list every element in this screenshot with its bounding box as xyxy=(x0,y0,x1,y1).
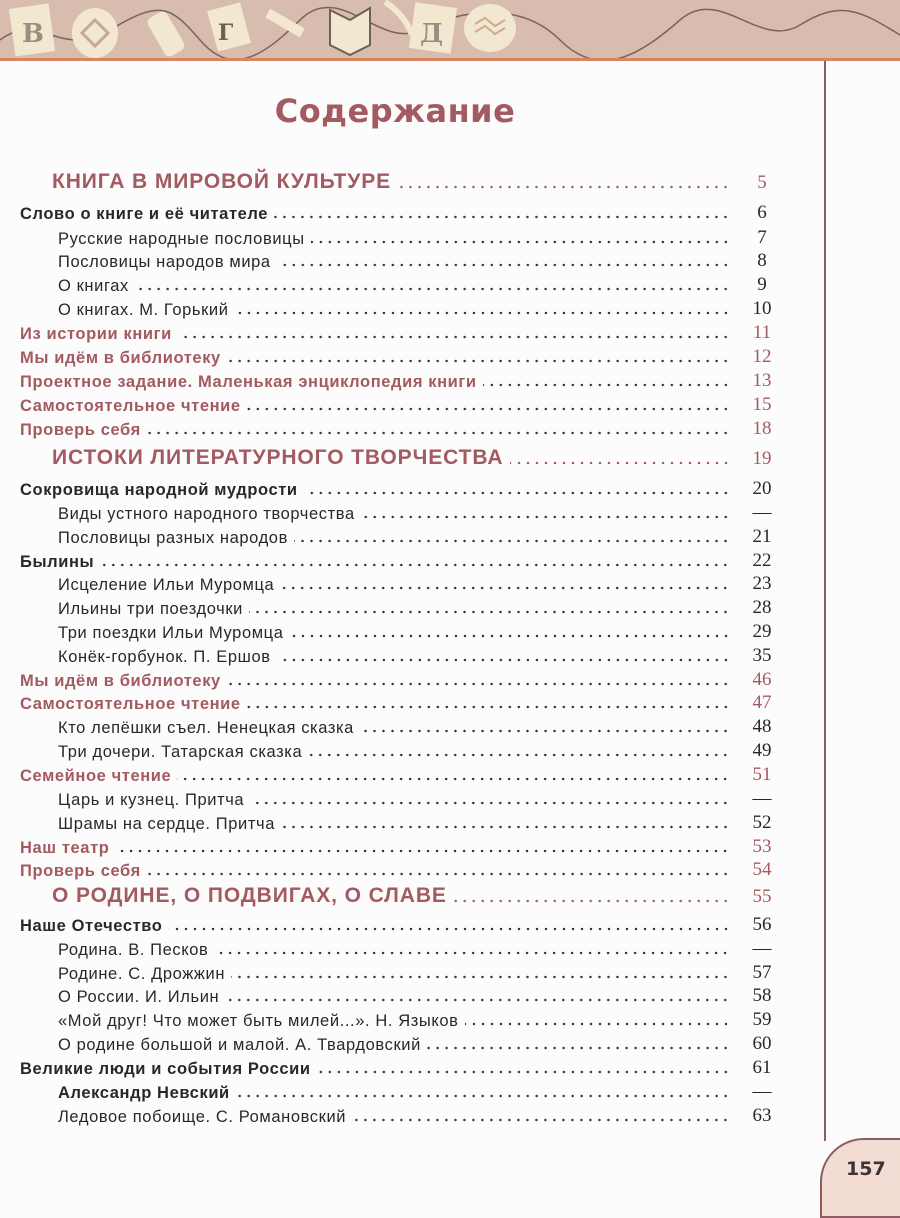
toc-entry-title: Русские народные пословицы xyxy=(58,230,305,248)
svg-text:В: В xyxy=(22,19,44,49)
toc-entry-title: О России. И. Ильин xyxy=(58,988,220,1006)
dot-leader xyxy=(280,586,730,590)
dot-leader xyxy=(290,634,730,638)
dot-leader xyxy=(231,975,730,979)
toc-entry-title: Самостоятельное чтение xyxy=(20,695,241,713)
toc-entry xyxy=(20,446,780,470)
quill-icon xyxy=(385,2,412,35)
toc-entry-page: — xyxy=(752,1081,772,1102)
toc-entry-page: 11 xyxy=(752,322,772,343)
toc-entry-title: Мы идём в библиотеку xyxy=(20,349,221,367)
toc-entry-title: Ледовое побоище. С. Романовский xyxy=(58,1108,347,1126)
toc-entry-title: ИСТОКИ ЛИТЕРАТУРНОГО ТВОРЧЕСТВА xyxy=(52,446,504,469)
toc-entry xyxy=(20,571,780,595)
dot-leader xyxy=(100,563,730,567)
dot-leader xyxy=(465,1022,730,1026)
toc-entry-title: Мы идём в библиотеку xyxy=(20,672,221,690)
toc-entry-page: 15 xyxy=(752,394,772,415)
dot-leader xyxy=(249,610,730,614)
toc-entry xyxy=(20,884,780,908)
toc-entry-page: 21 xyxy=(752,526,772,547)
toc-entry-page: 9 xyxy=(757,274,767,295)
dot-leader xyxy=(178,335,730,339)
dot-leader xyxy=(274,215,730,219)
toc-entry-title: Самостоятельное чтение xyxy=(20,397,241,415)
toc-entry xyxy=(20,643,780,667)
toc-entry xyxy=(20,810,780,834)
toc-entry-title: Кто лепёшки съел. Ненецкая сказка xyxy=(58,719,354,737)
toc-entry-title: Конёк-горбунок. П. Ершов xyxy=(58,648,271,666)
toc-entry-page: 23 xyxy=(752,573,772,594)
toc-entry-title: Проверь себя xyxy=(20,862,141,880)
toc-entry-page: 20 xyxy=(752,478,772,499)
toc-entry-page: 52 xyxy=(752,812,772,833)
dot-leader xyxy=(115,849,730,853)
toc-entry-title: Три дочери. Татарская сказка xyxy=(58,743,303,761)
toc-entry-page: 5 xyxy=(757,172,767,193)
toc-entry-page: 7 xyxy=(757,227,767,248)
toc-entry-title: Царь и кузнец. Притча xyxy=(58,791,245,809)
dot-leader xyxy=(360,729,730,733)
dot-leader xyxy=(169,927,731,931)
toc-entry-page: 6 xyxy=(757,202,767,223)
toc-entry xyxy=(20,320,780,344)
margin-rule xyxy=(824,61,826,1141)
toc-entry-title: Родина. В. Песков xyxy=(58,941,209,959)
toc-entry-title: Сокровища народной мудрости xyxy=(20,481,298,499)
toc-entry xyxy=(20,619,780,643)
dot-leader xyxy=(304,491,730,495)
toc-entry-title: Ильины три поездочки xyxy=(58,600,243,618)
toc-entry xyxy=(20,1055,780,1079)
toc-entry xyxy=(20,786,780,810)
toc-entry-page: 19 xyxy=(752,448,772,469)
toc-entry xyxy=(20,762,780,786)
toc-entry xyxy=(20,392,780,416)
pencil-icon xyxy=(265,9,305,38)
toc-entry xyxy=(20,296,780,320)
toc-entry xyxy=(20,1079,780,1103)
dot-leader xyxy=(510,461,731,465)
dot-leader xyxy=(277,658,730,662)
toc-entry-page: 8 xyxy=(757,250,767,271)
toc-entry-page: 54 xyxy=(752,859,772,880)
toc-entry xyxy=(20,272,780,296)
dot-leader xyxy=(227,359,730,363)
toc-entry-title: КНИГА В МИРОВОЙ КУЛЬТУРЕ xyxy=(52,170,392,193)
toc-entry-title: Шрамы на сердце. Притча xyxy=(58,815,275,833)
toc-entry-page: — xyxy=(752,502,772,523)
toc-entry-page: 61 xyxy=(752,1057,772,1078)
letter-v-card-icon xyxy=(9,3,55,56)
page-number: 157 xyxy=(846,1158,886,1180)
toc-entry-title: Проектное задание. Маленькая энциклопедия книги xyxy=(20,373,477,391)
dot-leader xyxy=(294,539,730,543)
dot-leader xyxy=(397,185,730,189)
toc-entry xyxy=(20,416,780,440)
toc-entry-page: 29 xyxy=(752,621,772,642)
toc-entry-title: Слово о книге и её читателе xyxy=(20,205,269,223)
toc-entry-page: 63 xyxy=(752,1105,772,1126)
toc-entry-page: 13 xyxy=(752,370,772,391)
toc-entry-page: 35 xyxy=(752,645,772,666)
toc-entry xyxy=(20,500,780,524)
toc-entry-page: 56 xyxy=(752,914,772,935)
toc-entry-title: Пословицы народов мира xyxy=(58,253,271,271)
toc-entry xyxy=(20,690,780,714)
toc-entry-page: — xyxy=(752,788,772,809)
toc-entry xyxy=(20,667,780,691)
dot-leader xyxy=(311,240,730,244)
dot-leader xyxy=(281,825,730,829)
toc-entry-page: 60 xyxy=(752,1033,772,1054)
toc-entry-title: Родине. С. Дрожжин xyxy=(58,965,226,983)
toc-entry xyxy=(20,960,780,984)
toc-entry xyxy=(20,595,780,619)
letter-d-card-icon xyxy=(409,2,457,53)
toc-entry-title: Наш театр xyxy=(20,839,110,857)
toc-entry-title: «Мой друг! Что может быть милей...». Н. Языков xyxy=(58,1012,459,1030)
dot-leader xyxy=(147,872,730,876)
open-book-icon xyxy=(330,8,370,55)
dot-leader xyxy=(236,1094,730,1098)
dot-leader xyxy=(308,753,730,757)
toc-entry xyxy=(20,983,780,1007)
toc-entry xyxy=(20,368,780,392)
pendant-wave-icon xyxy=(464,4,516,52)
dot-leader xyxy=(227,682,730,686)
dot-leader xyxy=(483,383,730,387)
dot-leader xyxy=(177,777,730,781)
dot-leader xyxy=(453,899,730,903)
toc-entry xyxy=(20,170,780,194)
toc-entry xyxy=(20,225,780,249)
toc-entry-title: О книгах xyxy=(58,277,129,295)
toc-entry-page: — xyxy=(752,938,772,959)
scroll-icon xyxy=(145,9,186,58)
toc-entry-title: О РОДИНЕ, О ПОДВИГАХ, О СЛАВЕ xyxy=(52,884,447,907)
toc-entry-page: 28 xyxy=(752,597,772,618)
toc-entry-page: 55 xyxy=(752,886,772,907)
toc-entry-title: Семейное чтение xyxy=(20,767,172,785)
toc-entry-page: 59 xyxy=(752,1009,772,1030)
toc-entry-page: 58 xyxy=(752,985,772,1006)
toc-entry xyxy=(20,548,780,572)
toc-entry-page: 12 xyxy=(752,346,772,367)
toc-entry-page: 47 xyxy=(752,692,772,713)
toc-entry-page: 57 xyxy=(752,962,772,983)
svg-text:Г: Г xyxy=(218,20,234,46)
dot-leader xyxy=(225,998,730,1002)
book-pages-icon xyxy=(207,2,251,51)
toc-entry xyxy=(20,476,780,500)
dot-leader xyxy=(277,263,730,267)
dot-leader xyxy=(250,801,730,805)
svg-text:Д: Д xyxy=(420,19,444,49)
dot-leader xyxy=(352,1118,730,1122)
toc-entry xyxy=(20,912,780,936)
toc-entry xyxy=(20,524,780,548)
toc-entry-title: Александр Невский xyxy=(58,1084,230,1102)
toc-entry-title: Виды устного народного творчества xyxy=(58,505,355,523)
dot-leader xyxy=(361,515,730,519)
toc-entry-title: Из истории книги xyxy=(20,325,172,343)
toc-entry-title: Три поездки Ильи Муромца xyxy=(58,624,284,642)
toc-entry xyxy=(20,200,780,224)
toc-entry-title: Великие люди и события России xyxy=(20,1060,311,1078)
dot-leader xyxy=(317,1070,730,1074)
page-title: Содержание xyxy=(274,92,516,130)
toc-entry-title: О родине большой и малой. А. Твардовский xyxy=(58,1036,421,1054)
toc-entry-page: 48 xyxy=(752,716,772,737)
toc-entry xyxy=(20,344,780,368)
toc-entry-page: 49 xyxy=(752,740,772,761)
toc-entry-page: 22 xyxy=(752,550,772,571)
dot-leader xyxy=(247,407,730,411)
toc-entry xyxy=(20,857,780,881)
toc-entry xyxy=(20,936,780,960)
toc-entry xyxy=(20,714,780,738)
toc-entry xyxy=(20,1007,780,1031)
toc-entry-page: 10 xyxy=(752,298,772,319)
toc-entry-title: Наше Отечество xyxy=(20,917,163,935)
toc-entry-title: О книгах. М. Горький xyxy=(58,301,229,319)
dot-leader xyxy=(427,1046,730,1050)
toc-entry xyxy=(20,248,780,272)
decorative-header-banner xyxy=(0,0,900,61)
dot-leader xyxy=(135,287,730,291)
toc-entry-title: Былины xyxy=(20,553,95,571)
toc-entry-page: 51 xyxy=(752,764,772,785)
dot-leader xyxy=(147,431,730,435)
toc-entry-page: 18 xyxy=(752,418,772,439)
toc-entry xyxy=(20,1103,780,1127)
toc-entry-title: Пословицы разных народов xyxy=(58,529,288,547)
dot-leader xyxy=(235,311,730,315)
toc-entry-title: Проверь себя xyxy=(20,421,141,439)
toc-entry-title: Исцеление Ильи Муромца xyxy=(58,576,275,594)
dot-leader xyxy=(247,705,730,709)
pendant-rune-icon xyxy=(72,8,118,58)
toc-entry-page: 46 xyxy=(752,669,772,690)
toc-entry xyxy=(20,834,780,858)
toc-entry xyxy=(20,1031,780,1055)
dot-leader xyxy=(214,951,730,955)
toc-entry-page: 53 xyxy=(752,836,772,857)
toc-entry xyxy=(20,738,780,762)
